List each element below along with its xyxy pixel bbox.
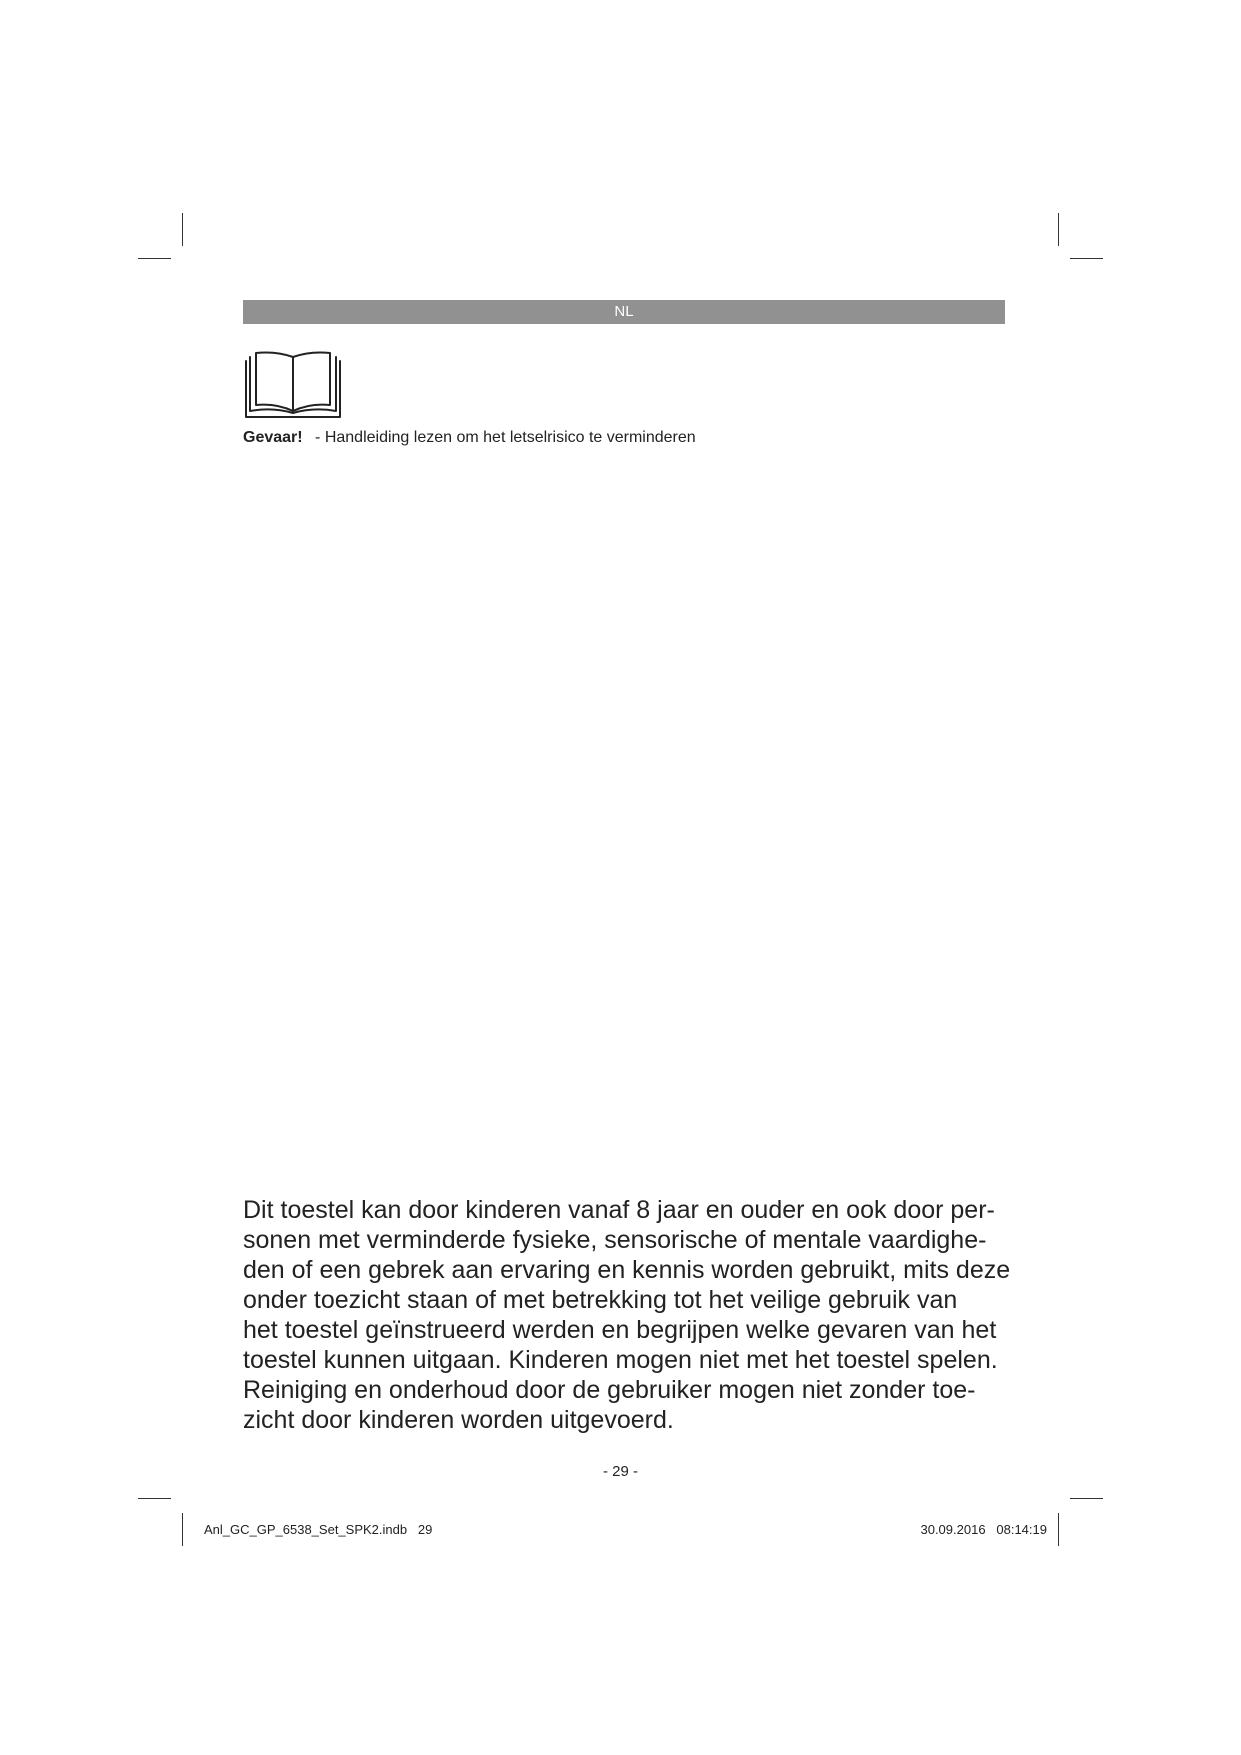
paragraph-line: het toestel geïnstrueerd werden en begrijpen welke gevaren van het: [243, 1316, 997, 1344]
crop-mark-bottom-right-horizontal: [1070, 1498, 1103, 1499]
paragraph-line: Reiniging en onderhoud door de gebruiker mogen niet zonder toe-: [243, 1376, 976, 1404]
language-label: NL: [614, 303, 634, 320]
safety-warning: [243, 428, 696, 448]
language-header-bar: [243, 300, 1005, 324]
paragraph-line: toestel kunnen uitgaan. Kinderen mogen niet met het toestel spelen.: [243, 1346, 998, 1374]
crop-mark-bottom-left-horizontal: [138, 1498, 171, 1499]
crop-mark-top-left-vertical: [182, 213, 183, 246]
footer-file-name: Anl_GC_GP_6538_Set_SPK2.indb 29: [204, 1522, 433, 1537]
crop-mark-top-left-horizontal: [138, 258, 171, 259]
paragraph-line: sonen met verminderde fysieke, sensorische of mentale vaardighe-: [243, 1226, 987, 1254]
paragraph-line: zicht door kinderen worden uitgevoerd.: [243, 1406, 674, 1434]
crop-mark-bottom-left-vertical: [182, 1513, 183, 1546]
crop-mark-top-right-horizontal: [1070, 258, 1103, 259]
warning-label: Gevaar!: [243, 429, 303, 446]
paragraph-line: Dit toestel kan door kinderen vanaf 8 jaar en ouder en ook door per-: [243, 1196, 995, 1224]
safety-paragraph: [243, 1195, 1013, 1435]
crop-mark-bottom-right-vertical: [1058, 1513, 1059, 1546]
paragraph-line: den of een gebrek aan ervaring en kennis worden gebruikt, mits deze: [243, 1256, 1011, 1284]
open-book-icon: [244, 351, 342, 419]
page-number: - 29 -: [602, 1463, 638, 1480]
warning-text: - Handleiding lezen om het letselrisico te verminderen: [315, 429, 696, 446]
footer-timestamp: 30.09.2016 08:14:19: [920, 1522, 1047, 1537]
crop-mark-top-right-vertical: [1058, 213, 1059, 246]
paragraph-line: onder toezicht staan of met betrekking tot het veilige gebruik van: [243, 1286, 958, 1314]
